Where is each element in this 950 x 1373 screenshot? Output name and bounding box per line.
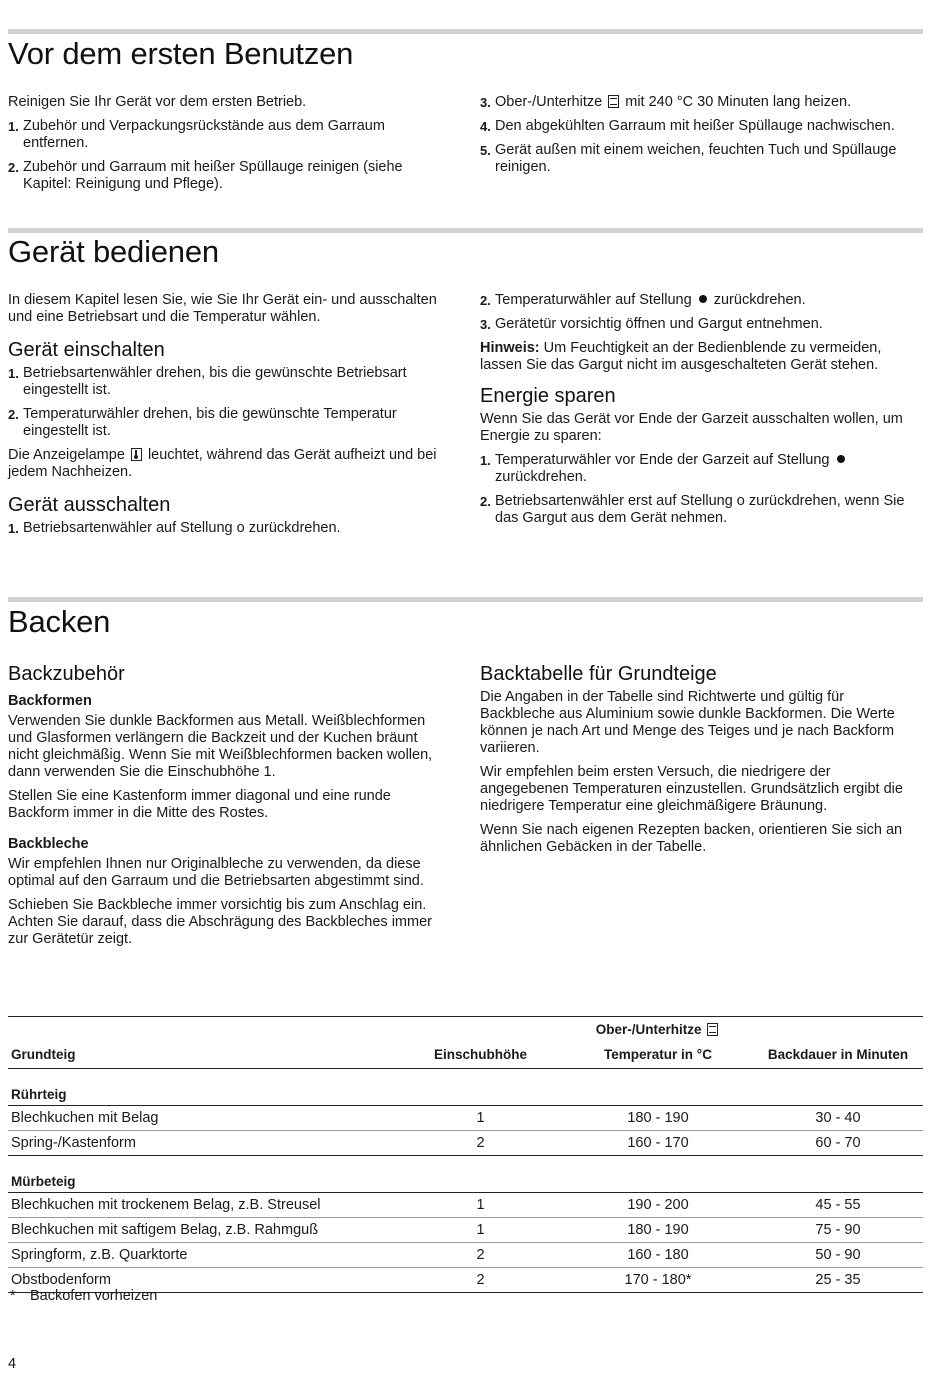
heating-indicator-icon [131,448,142,461]
page-number: 4 [8,1356,17,1372]
energie-step-1: 1. Temperaturwähler vor Ende der Garzeit auf Stellung zurückdrehen. [480,452,920,486]
backtabelle-p1: Die Angaben in der Tabelle sind Richtwerte und gültig für Backbleche aus Aluminium sowie dunkle Backformen. Die Werte können je nach Art und Menge des Teiges und je nach Backform variieren. [480,689,895,756]
section-rule [8,597,923,602]
vor-right-column [480,94,920,183]
ausschalten-step-3: 3. Gerätetür vorsichtig öffnen und Gargut entnehmen. [480,316,823,332]
einschalten-step-2: 2. Temperaturwähler drehen, bis die gewünschte Temperatur eingestellt ist. [8,406,397,439]
backtabelle-p2: Wir empfehlen beim ersten Versuch, die niedrigere der angegebenen Temperaturen einzustellen. Grundsätzlich ergibt die niedrigere Temperatur eine gleichmäßigere Bräunung. [480,764,903,814]
anzeigelampe-note: Die Anzeigelampe leuchtet, während das Gerät aufheizt und bei jedem Nachheizen. [8,447,437,480]
backformen-p2: Stellen Sie eine Kastenform immer diagonal und eine runde Backform immer in die Mitte des Rostes. [8,788,391,821]
vor-step-3: 3. Ober-/Unterhitze mit 240 °C 30 Minuten lang heizen. [480,94,852,110]
backtabelle-p3: Wenn Sie nach eigenen Rezepten backen, orientieren Sie sich an ähnlichen Gebäcken in der Tabelle. [480,822,903,855]
table-row: Blechkuchen mit Belag 1 180 - 190 30 - 40 [8,1106,923,1131]
section-title-backen: Backen [8,604,111,639]
ober-unterhitze-icon [707,1023,718,1036]
backbleche-p2: Schieben Sie Backbleche immer vorsichtig bis zum Anschlag ein. Achten Sie darauf, dass die Abschrägung des Backbleches immer zur Gerätetür zeigt. [8,897,432,947]
table-footnote: * Backofen vorheizen [10,1288,158,1304]
table-row: Springform, z.B. Quarktorte 2 160 - 180 50 - 90 [8,1243,923,1268]
off-position-dot-icon [699,295,707,303]
table-row: Blechkuchen mit trockenem Belag, z.B. Streusel 1 190 - 200 45 - 55 [8,1193,923,1218]
ausschalten-heading: Gerät ausschalten [8,494,171,516]
ausschalten-step-2: 2. Temperaturwähler auf Stellung zurückdrehen. [480,292,806,308]
vor-intro: Reinigen Sie Ihr Gerät vor dem ersten Betrieb. [8,94,307,110]
table-header-row [8,1041,923,1069]
section-rule [8,29,923,34]
energie-steps [480,452,920,527]
einschalten-heading: Gerät einschalten [8,339,165,361]
backen-left-column [8,663,438,955]
backtabelle-heading: Backtabelle für Grundteige [480,663,717,685]
section-title-bedienen: Gerät bedienen [8,234,219,269]
vor-step-5: 5. Gerät außen mit einem weichen, feuchten Tuch und Spüllauge reinigen. [480,142,897,175]
backen-right-column [480,663,920,863]
table-row: Obstbodenform 2 170 - 180* 25 - 35 [8,1268,923,1293]
hinweis: Hinweis: Um Feuchtigkeit an der Bedienblende zu vermeiden, lassen Sie das Gargut nicht im ausgeschalteten Gerät stehen. [480,340,882,373]
section-title-vor: Vor dem ersten Benutzen [8,36,354,71]
backbleche-p1: Wir empfehlen Ihnen nur Originalbleche zu verwenden, da diese optimal auf den Garraum und die Betriebsarten abgestimmt sind. [8,856,424,889]
table-group-row: Mürbeteig [8,1156,923,1193]
table-row: Blechkuchen mit saftigem Belag, z.B. Rahmguß 1 180 - 190 75 - 90 [8,1218,923,1243]
bedienen-left-column [8,292,453,544]
vor-step-4: 4. Den abgekühlten Garraum mit heißer Spüllauge nachwischen. [480,118,895,134]
table-super-header-row [8,1017,923,1042]
energie-step-2: 2. Betriebsartenwähler erst auf Stellung o zurückdrehen, wenn Sie das Gargut aus dem Gerät nehmen. [480,493,905,526]
vor-step-1: 1. Zubehör und Verpackungsrückstände aus dem Garraum entfernen. [8,118,385,151]
col-header-grundteig: Grundteig [8,1041,398,1069]
section-rule [8,228,923,233]
backformen-p1: Verwenden Sie dunkle Backformen aus Metall. Weißblechformen und Glasformen verlängern die Backzeit und der Kuchen bräunt nicht gleichmäßig. Wenn Sie mit Weißblechformen backen wollen, dann verwenden Sie die Einschubhöhe 1. [8,713,433,780]
einschalten-step-1: 1. Betriebsartenwähler drehen, bis die gewünschte Betriebsart eingestellt ist. [8,365,407,398]
col-header-temperatur: Temperatur in °C [563,1041,753,1069]
vor-steps-right [480,94,920,176]
einschalten-steps [8,365,453,440]
bedienen-intro: In diesem Kapitel lesen Sie, wie Sie Ihr Gerät ein- und ausschalten und eine Betriebsart und die Temperatur wählen. [8,292,437,325]
vor-step-2: 2. Zubehör und Garraum mit heißer Spüllauge reinigen (siehe Kapitel: Reinigung und Pflege). [8,159,403,192]
col-header-einschubhoehe: Einschubhöhe [398,1041,563,1069]
col-header-backdauer: Backdauer in Minuten [753,1041,923,1069]
ober-unterhitze-header: Ober-/Unterhitze [563,1017,753,1042]
ober-unterhitze-icon [608,95,619,108]
ausschalten-steps-right [480,292,920,333]
table-group-row: Rührteig [8,1069,923,1106]
backtabelle-table [8,1016,923,1293]
vor-left-column [8,94,453,200]
backzubehoer-heading: Backzubehör [8,663,125,685]
ausschalten-step-1: 1. Betriebsartenwähler auf Stellung o zurückdrehen. [8,520,341,536]
energie-intro: Wenn Sie das Gerät vor Ende der Garzeit ausschalten wollen, um Energie zu sparen: [480,411,903,444]
ausschalten-steps-left [8,520,453,537]
backbleche-heading: Backbleche [8,836,89,852]
energie-heading: Energie sparen [480,385,616,407]
off-position-dot-icon [837,455,845,463]
table-row: Spring-/Kastenform 2 160 - 170 60 - 70 [8,1131,923,1156]
backformen-heading: Backformen [8,693,92,709]
vor-steps-left [8,118,453,193]
bedienen-right-column [480,292,920,534]
